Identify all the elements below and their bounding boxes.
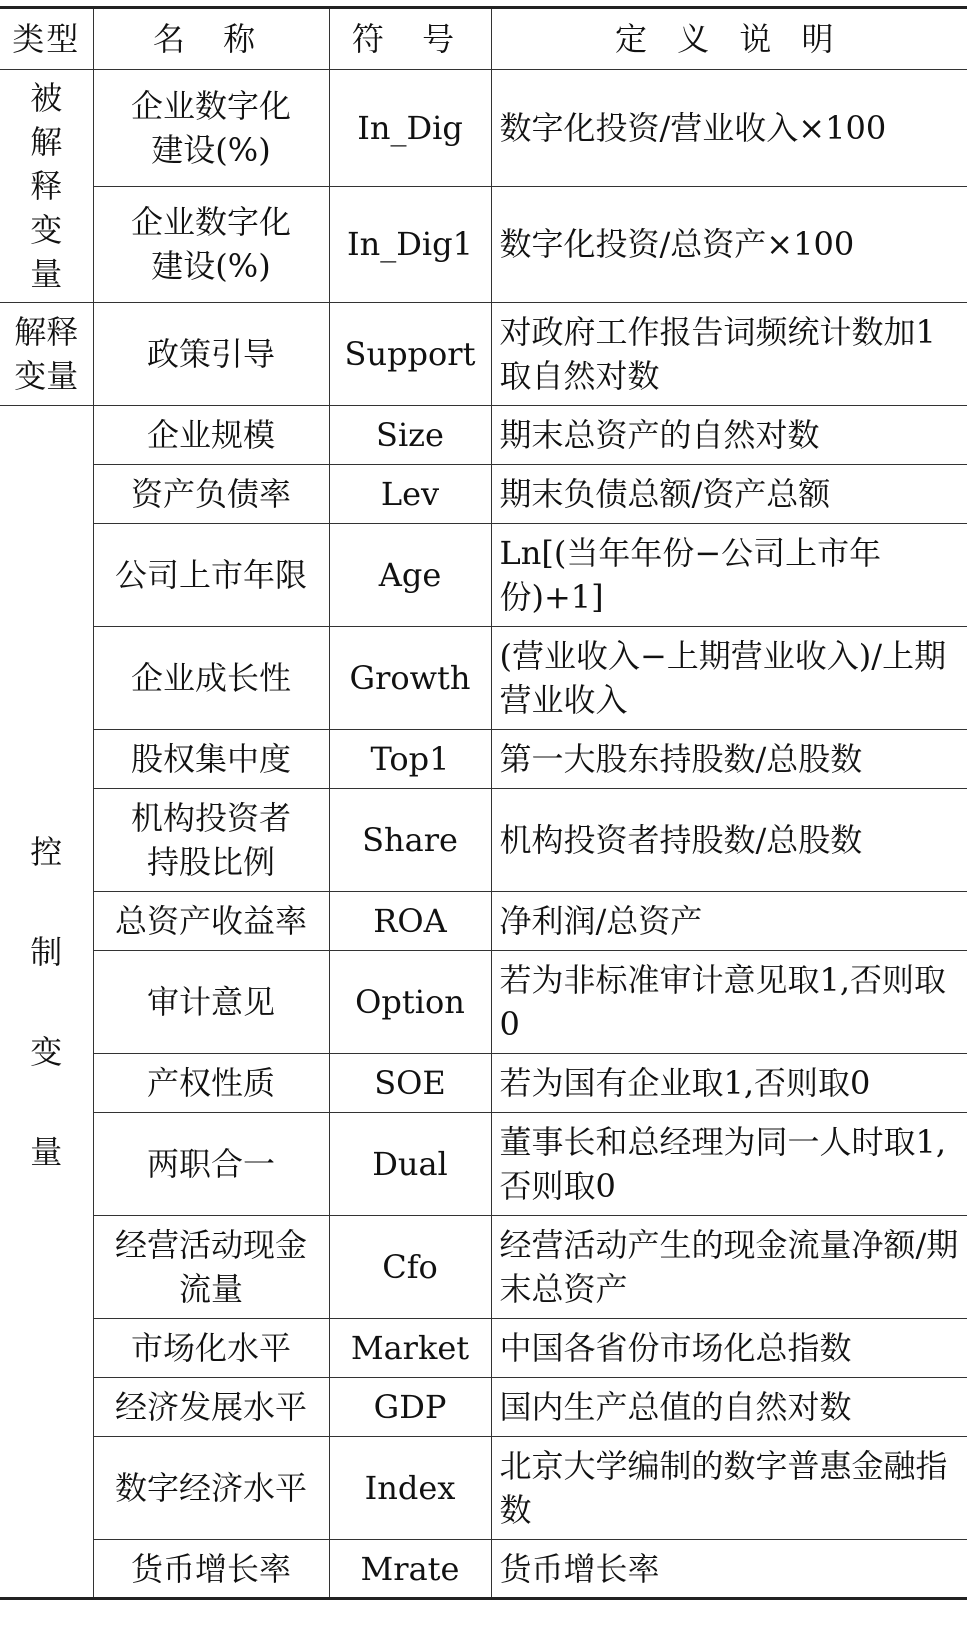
variable-symbol: Cfo (329, 1216, 491, 1319)
table-row (0, 627, 967, 730)
variable-definition: 数字化投资/营业收入×100 (491, 70, 967, 187)
table-row (0, 465, 967, 524)
header-definition: 定 义 说 明 (491, 8, 967, 70)
variable-name: 产权性质 (93, 1054, 329, 1113)
variable-definition-table (0, 6, 967, 1600)
variable-symbol: Age (329, 524, 491, 627)
variable-name: 审计意见 (93, 951, 329, 1054)
variable-name: 企业规模 (93, 406, 329, 465)
table-row (0, 1437, 967, 1540)
header-name: 名 称 (93, 8, 329, 70)
variable-name: 政策引导 (93, 303, 329, 406)
variable-name: 企业成长性 (93, 627, 329, 730)
variable-definition: 中国各省份市场化总指数 (491, 1319, 967, 1378)
table-row (0, 303, 967, 406)
table-row (0, 406, 967, 465)
variable-symbol: Growth (329, 627, 491, 730)
variable-name: 总资产收益率 (93, 892, 329, 951)
variable-name: 股权集中度 (93, 730, 329, 789)
variable-definition: 机构投资者持股数/总股数 (491, 789, 967, 892)
header-symbol: 符 号 (329, 8, 491, 70)
table-row (0, 730, 967, 789)
variable-definition: (营业收入−上期营业收入)/上期营业收入 (491, 627, 967, 730)
variable-name: 企业数字化建设(%) (93, 186, 329, 303)
variable-definition: 对政府工作报告词频统计数加1取自然对数 (491, 303, 967, 406)
variable-definition: 国内生产总值的自然对数 (491, 1378, 967, 1437)
variable-name: 企业数字化建设(%) (93, 70, 329, 187)
variable-symbol: Dual (329, 1113, 491, 1216)
variable-symbol: Size (329, 406, 491, 465)
variable-symbol: In_Dig1 (329, 186, 491, 303)
variable-definition: 经营活动产生的现金流量净额/期末总资产 (491, 1216, 967, 1319)
type-label: 控制变量 (30, 832, 63, 1171)
variable-name: 公司上市年限 (93, 524, 329, 627)
type-label: 被解释变量 (30, 79, 63, 293)
variable-name: 数字经济水平 (93, 1437, 329, 1540)
variable-name: 经济发展水平 (93, 1378, 329, 1437)
variable-definition: 北京大学编制的数字普惠金融指数 (491, 1437, 967, 1540)
variable-name: 经营活动现金流量 (93, 1216, 329, 1319)
variable-symbol: Option (329, 951, 491, 1054)
table-row (0, 70, 967, 187)
variable-symbol: Lev (329, 465, 491, 524)
table-row (0, 1054, 967, 1113)
table-row (0, 1378, 967, 1437)
variable-symbol: Top1 (329, 730, 491, 789)
table-row (0, 1319, 967, 1378)
table-row (0, 1113, 967, 1216)
variable-symbol: SOE (329, 1054, 491, 1113)
variable-definition: 若为国有企业取1,否则取0 (491, 1054, 967, 1113)
table-row (0, 186, 967, 303)
table-row (0, 951, 967, 1054)
variable-symbol: Market (329, 1319, 491, 1378)
table-row (0, 789, 967, 892)
variable-definition: Ln[(当年年份−公司上市年份)+1] (491, 524, 967, 627)
variable-symbol: In_Dig (329, 70, 491, 187)
variable-name: 两职合一 (93, 1113, 329, 1216)
variable-definition: 货币增长率 (491, 1540, 967, 1599)
header-row (0, 8, 967, 70)
variable-name: 货币增长率 (93, 1540, 329, 1599)
variable-symbol: Mrate (329, 1540, 491, 1599)
variable-definition: 期末总资产的自然对数 (491, 406, 967, 465)
variable-definition: 第一大股东持股数/总股数 (491, 730, 967, 789)
variable-definition: 期末负债总额/资产总额 (491, 465, 967, 524)
table-row (0, 1216, 967, 1319)
variable-definition: 净利润/总资产 (491, 892, 967, 951)
variable-symbol: GDP (329, 1378, 491, 1437)
variable-symbol: Share (329, 789, 491, 892)
type-cell-dependent (0, 70, 93, 303)
variable-symbol: Support (329, 303, 491, 406)
variable-definition: 数字化投资/总资产×100 (491, 186, 967, 303)
type-cell-explanatory (0, 303, 93, 406)
table-row (0, 892, 967, 951)
variable-definition: 若为非标准审计意见取1,否则取0 (491, 951, 967, 1054)
variable-symbol: ROA (329, 892, 491, 951)
variable-symbol: Index (329, 1437, 491, 1540)
table-row (0, 524, 967, 627)
variable-name: 机构投资者持股比例 (93, 789, 329, 892)
table-row (0, 1540, 967, 1599)
type-cell-control (0, 406, 93, 1599)
variable-definition: 董事长和总经理为同一人时取1,否则取0 (491, 1113, 967, 1216)
header-type: 类型 (0, 8, 93, 70)
variable-name: 市场化水平 (93, 1319, 329, 1378)
type-label: 解释变量 (14, 313, 79, 395)
variable-name: 资产负债率 (93, 465, 329, 524)
